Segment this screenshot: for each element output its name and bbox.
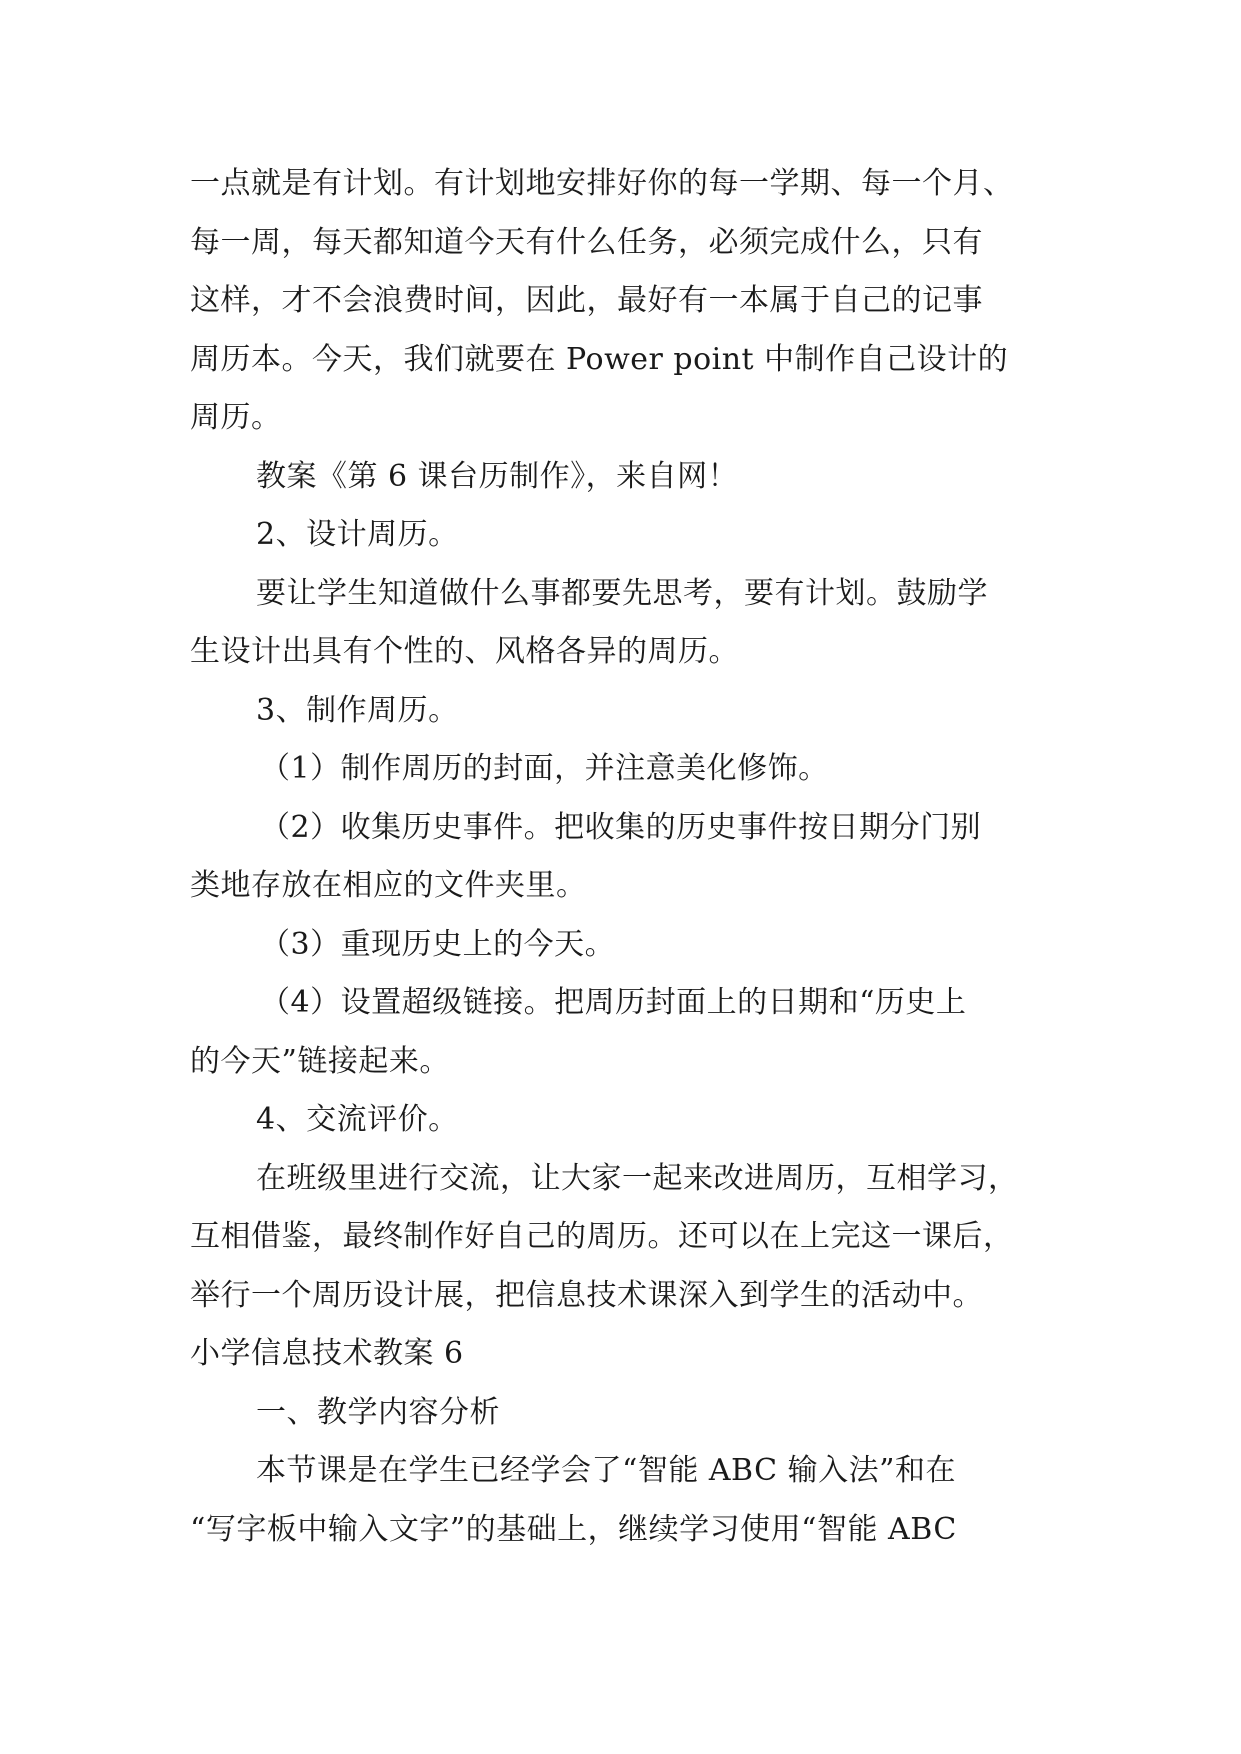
document-body bbox=[190, 155, 1050, 1559]
text-line: 周历。 bbox=[190, 400, 282, 435]
section-heading: 2、设计周历。 bbox=[256, 517, 459, 552]
section-heading: 一、教学内容分析 bbox=[256, 1394, 500, 1430]
document-title: 小学信息技术教案 6 bbox=[190, 1336, 464, 1371]
list-item: （1）制作周历的封面，并注意美化修饰。 bbox=[260, 751, 829, 786]
text-line: 的今天”链接起来。 bbox=[190, 1043, 450, 1079]
text-line: 生设计出具有个性的、风格各异的周历。 bbox=[190, 634, 739, 669]
text-line: 本节课是在学生已经学会了“智能 ABC 输入法”和在 bbox=[256, 1453, 956, 1488]
list-item: （2）收集历史事件。把收集的历史事件按日期分门别 bbox=[260, 809, 982, 845]
text-line: 周历本。今天，我们就要在 Power point 中制作自己设计的 bbox=[190, 341, 1009, 377]
section-heading: 3、制作周历。 bbox=[256, 692, 459, 728]
text-line: 要让学生知道做什么事都要先思考，要有计划。鼓励学 bbox=[256, 575, 988, 611]
text-line: 一点就是有计划。有计划地安排好你的每一学期、每一个月、 bbox=[190, 166, 1014, 201]
text-line: 互相借鉴，最终制作好自己的周历。还可以在上完这一课后， bbox=[190, 1219, 1014, 1254]
list-item: （3）重现历史上的今天。 bbox=[260, 926, 616, 962]
text-line: 教案《第 6 课台历制作》，来自网！ bbox=[256, 458, 739, 494]
text-line: “写字板中输入文字”的基础上，继续学习使用“智能 ABC bbox=[190, 1511, 957, 1547]
text-line: 类地存放在相应的文件夹里。 bbox=[190, 868, 587, 903]
section-heading: 4、交流评价。 bbox=[256, 1102, 459, 1137]
text-line: 这样，才不会浪费时间，因此，最好有一本属于自己的记事 bbox=[190, 283, 983, 318]
text-line: 在班级里进行交流，让大家一起来改进周历，互相学习， bbox=[256, 1160, 1019, 1196]
text-line: 每一周，每天都知道今天有什么任务，必须完成什么，只有 bbox=[190, 224, 983, 260]
text-line: 举行一个周历设计展，把信息技术课深入到学生的活动中。 bbox=[190, 1277, 983, 1313]
list-item: （4）设置超级链接。把周历封面上的日期和“历史上 bbox=[260, 985, 967, 1020]
